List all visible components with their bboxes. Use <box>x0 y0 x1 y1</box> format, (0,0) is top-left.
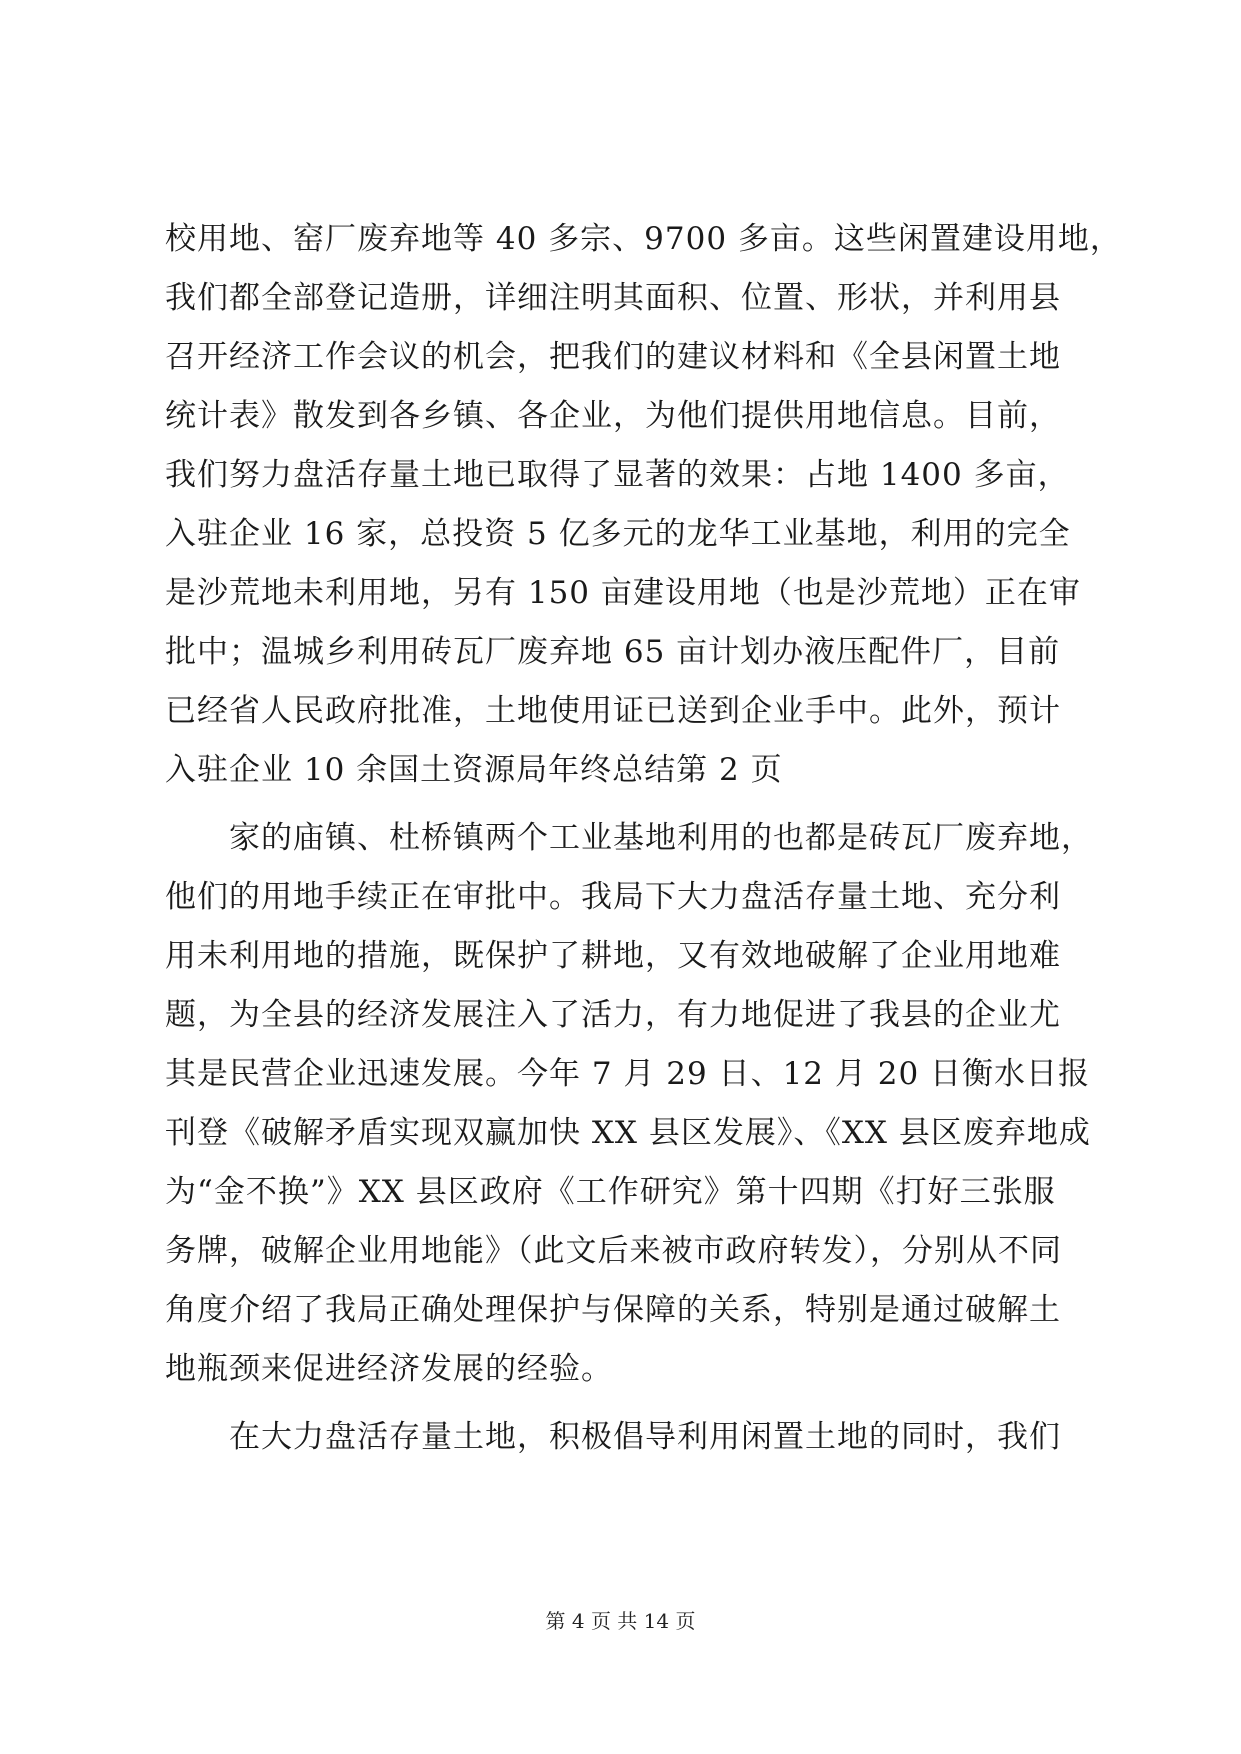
text-line: 为“金不换”》XX 县区政府《工作研究》第十四期《打好三张服 <box>165 1174 1056 1210</box>
text-line: 地瓶颈来促进经济发展的经验。 <box>165 1351 613 1387</box>
text-line: 校用地、窑厂废弃地等 40 多宗、9700 多亩。这些闲置建设用地， <box>165 221 1122 257</box>
paragraph-start-line: 家的庙镇、杜桥镇两个工业基地利用的也都是砖瓦厂废弃地， <box>165 820 1093 856</box>
text-line: 我们努力盘活存量土地已取得了显著的效果：占地 1400 多亩， <box>165 457 1070 493</box>
body-text <box>165 210 1122 1467</box>
text-line: 其是民营企业迅速发展。今年 7 月 29 日、12 月 20 日衡水日报 <box>165 1056 1091 1092</box>
page-number-footer: 第 4 页 共 14 页 <box>545 1609 696 1633</box>
text-line: 已经省人民政府批准，土地使用证已送到企业手中。此外，预计 <box>165 693 1061 729</box>
text-line: 他们的用地手续正在审批中。我局下大力盘活存量土地、充分利 <box>165 879 1061 915</box>
text-line: 入驻企业 16 家，总投资 5 亿多元的龙华工业基地，利用的完全 <box>165 516 1071 552</box>
text-line: 用未利用地的措施，既保护了耕地，又有效地破解了企业用地难 <box>165 938 1061 974</box>
text-line: 入驻企业 10 余国土资源局年终总结第 2 页 <box>165 752 783 788</box>
text-line: 刊登《破解矛盾实现双赢加快 XX 县区发展》、《XX 县区废弃地成 <box>165 1115 1091 1151</box>
paragraph-start-line: 在大力盘活存量土地，积极倡导利用闲置土地的同时，我们 <box>165 1419 1061 1455</box>
text-line: 是沙荒地未利用地，另有 150 亩建设用地（也是沙荒地）正在审 <box>165 575 1081 611</box>
text-line: 召开经济工作会议的机会，把我们的建议材料和《全县闲置土地 <box>165 339 1061 375</box>
text-line: 批中；温城乡利用砖瓦厂废弃地 65 亩计划办液压配件厂，目前 <box>165 634 1061 670</box>
text-line: 角度介绍了我局正确处理保护与保障的关系，特别是通过破解土 <box>165 1292 1061 1328</box>
text-line: 务牌，破解企业用地能》（此文后来被市政府转发），分别从不同 <box>165 1233 1062 1269</box>
text-line: 我们都全部登记造册，详细注明其面积、位置、形状，并利用县 <box>165 280 1061 316</box>
text-line: 统计表》散发到各乡镇、各企业，为他们提供用地信息。目前， <box>165 398 1061 434</box>
text-line: 题，为全县的经济发展注入了活力，有力地促进了我县的企业尤 <box>165 997 1061 1033</box>
